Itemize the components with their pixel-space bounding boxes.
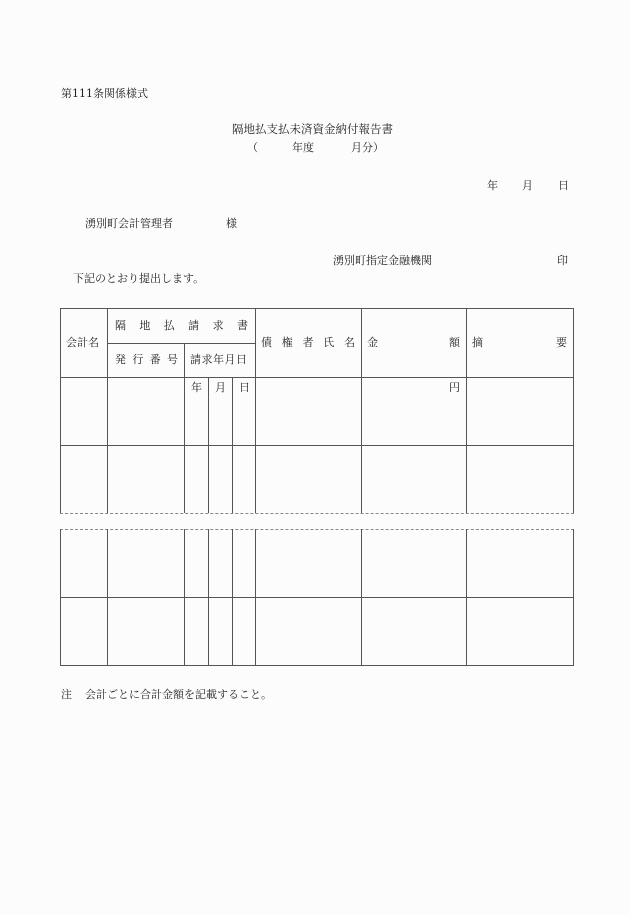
date-month-label: 月	[522, 179, 533, 192]
break-line-top	[60, 513, 574, 514]
break-line-bottom	[60, 529, 574, 530]
header-char: 要	[556, 336, 567, 349]
header-char: 金	[367, 336, 378, 349]
col-border	[184, 343, 185, 513]
col-border	[107, 529, 108, 665]
header-amount	[367, 336, 460, 350]
header-char: 権	[281, 336, 293, 349]
header-remarks	[472, 336, 567, 350]
col-border	[466, 308, 467, 513]
col-border	[232, 529, 233, 665]
header-bottom	[60, 377, 574, 378]
col-border	[232, 377, 233, 513]
table-border-top	[60, 308, 574, 309]
header-issue-number	[115, 353, 178, 367]
subtitle-month-label: 月分）	[351, 141, 384, 154]
col-border	[573, 308, 574, 513]
header-char: 額	[449, 336, 460, 349]
col-border	[208, 377, 209, 513]
header-char: 書	[236, 319, 248, 332]
header-char: 氏	[323, 336, 335, 349]
header-char: 者	[302, 336, 314, 349]
addressee-name: 湧別町会計管理者	[85, 217, 173, 230]
row-day-unit: 日	[239, 381, 250, 394]
col-border	[60, 529, 61, 665]
col-border	[361, 529, 362, 665]
document-title: 隔地払支払未済資金納付報告書	[232, 122, 393, 136]
note-label: 注	[61, 688, 72, 701]
header-char: 摘	[472, 336, 483, 349]
col-border	[255, 529, 256, 665]
header-char: 名	[344, 336, 355, 349]
header-char: 番	[149, 353, 161, 366]
col-border	[107, 308, 108, 513]
seal-mark: 印	[557, 254, 568, 267]
header-char: 行	[132, 353, 144, 366]
row-divider	[60, 597, 574, 598]
header-char: 求	[212, 319, 224, 332]
subtitle-open-paren: （	[247, 141, 258, 154]
date-year-label: 年	[487, 179, 498, 192]
header-account-name: 会計名	[66, 336, 99, 349]
col-border	[466, 529, 467, 665]
note-text: 会計ごとに合計金額を記載すること。	[85, 688, 272, 701]
row-divider	[60, 445, 574, 446]
row-currency-unit: 円	[449, 381, 460, 394]
date-day-label: 日	[558, 179, 569, 192]
col-border	[208, 529, 209, 665]
header-char: 発	[115, 353, 126, 366]
intro-text: 下記のとおり提出します。	[73, 272, 205, 285]
header-char: 払	[163, 319, 175, 332]
header-char: 号	[166, 353, 178, 366]
col-border	[184, 529, 185, 665]
header-char: 債	[261, 336, 272, 349]
col-border	[361, 308, 362, 513]
sender-name: 湧別町指定金融機関	[333, 254, 432, 267]
header-char: 地	[139, 319, 151, 332]
header-remote-payment-invoice	[115, 319, 248, 333]
subtitle-fiscal-year-label: 年度	[292, 141, 314, 154]
form-label: 第111条関係様式	[61, 87, 148, 100]
col-border	[60, 308, 61, 513]
addressee-honorific: 様	[226, 217, 237, 230]
header-char: 隔	[115, 319, 126, 332]
header-divider	[107, 343, 255, 344]
header-claim-date: 請求年月日	[190, 353, 248, 366]
col-border	[255, 308, 256, 513]
table-border-bottom	[60, 665, 574, 666]
row-year-unit: 年	[191, 381, 202, 394]
col-border	[573, 529, 574, 665]
header-char: 請	[188, 319, 200, 332]
row-month-unit: 月	[215, 381, 226, 394]
header-creditor-name	[261, 336, 355, 350]
